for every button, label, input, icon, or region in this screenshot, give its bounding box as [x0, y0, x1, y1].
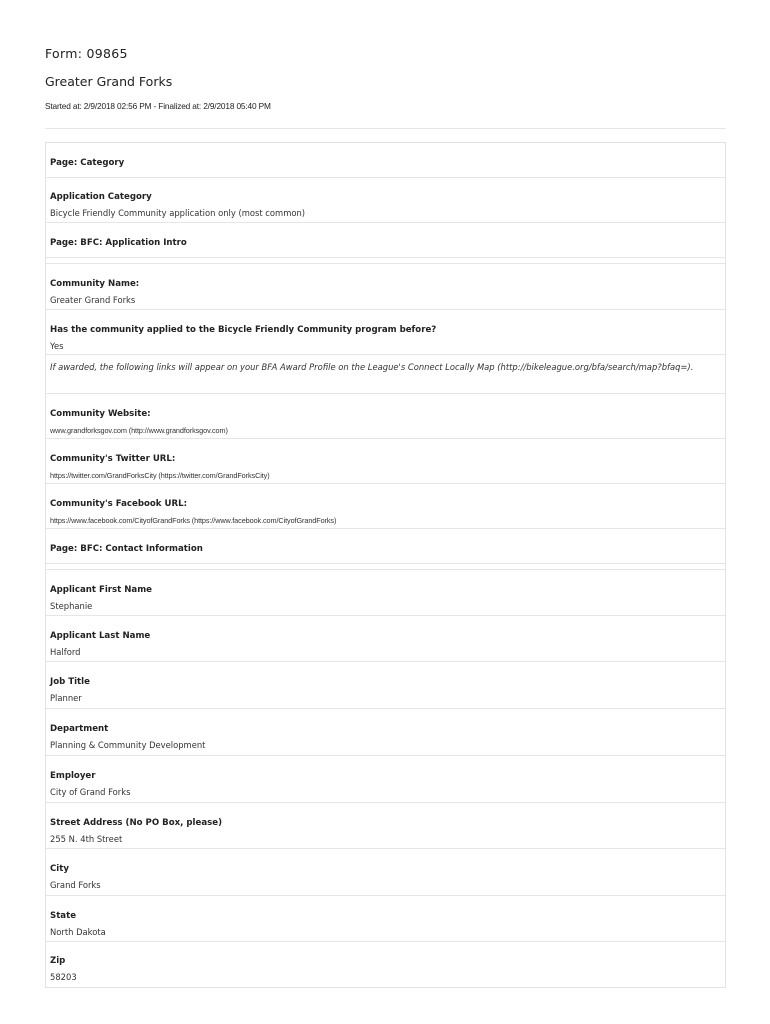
field-value: Planner: [50, 693, 82, 703]
field-label: State: [50, 911, 77, 921]
submission-dates: Started at: 2/9/2018 02:56 PM - Finalized at: 2/9/2018 05:40 PM: [45, 101, 271, 111]
header-divider: [45, 128, 726, 129]
field-application-category: [46, 178, 725, 223]
field-value: North Dakota: [50, 927, 106, 937]
field-value: Bicycle Friendly Community application only (most common): [50, 208, 306, 218]
field-value: City of Grand Forks: [50, 787, 131, 797]
award-note: If awarded, the following links will appear on your BFA Award Profile on the League's Connect Locally Map (http://bikeleague.org/bfa/search/map?bfaq=).: [50, 362, 694, 372]
field-value: Stephanie: [50, 601, 93, 611]
field-label: Community Name:: [50, 279, 140, 289]
field-value: Greater Grand Forks: [50, 295, 136, 305]
field-label: Street Address (No PO Box, please): [50, 818, 222, 828]
field-label: Zip: [50, 956, 66, 966]
field-community-name: [46, 264, 725, 310]
field-label: Applicant First Name: [50, 585, 153, 595]
field-value: www.grandforksgov.com (http://www.grandforksgov.com): [50, 426, 228, 435]
field-zip: [46, 942, 725, 987]
field-applied-before: [46, 310, 725, 355]
field-street-address: [46, 803, 725, 849]
community-title: Greater Grand Forks: [45, 74, 173, 89]
section-title: Page: BFC: Contact Information: [50, 544, 203, 554]
section-header-intro: [46, 223, 725, 258]
field-label: Community's Facebook URL:: [50, 499, 188, 509]
field-twitter: [46, 439, 725, 484]
field-value: https://twitter.com/GrandForksCity (https://twitter.com/GrandForksCity): [50, 471, 270, 480]
award-note-row: [46, 355, 725, 394]
field-label: Application Category: [50, 192, 152, 202]
field-job-title: [46, 662, 725, 709]
field-department: [46, 709, 725, 756]
section-title: Page: Category: [50, 158, 125, 168]
field-city: [46, 849, 725, 896]
section-header-category: [46, 143, 725, 178]
form-card: [45, 142, 726, 988]
field-label: Department: [50, 724, 109, 734]
field-value: Halford: [50, 647, 81, 657]
form-id: Form: 09865: [45, 46, 128, 61]
field-value: Yes: [50, 341, 64, 351]
field-value: Planning & Community Development: [50, 740, 206, 750]
field-value: 58203: [50, 972, 77, 982]
field-label: Has the community applied to the Bicycle Friendly Community program before?: [50, 325, 437, 335]
section-header-contact: [46, 529, 725, 564]
field-label: Applicant Last Name: [50, 631, 151, 641]
field-first-name: [46, 570, 725, 616]
field-value: Grand Forks: [50, 880, 101, 890]
field-state: [46, 896, 725, 942]
field-last-name: [46, 616, 725, 662]
field-label: Community's Twitter URL:: [50, 454, 176, 464]
field-label: Community Website:: [50, 409, 151, 419]
field-value: https://www.facebook.com/CityofGrandForks (https://www.facebook.com/CityofGrandForks): [50, 516, 337, 525]
field-facebook: [46, 484, 725, 529]
field-value: 255 N. 4th Street: [50, 834, 123, 844]
field-label: Job Title: [50, 677, 90, 687]
field-employer: [46, 756, 725, 803]
field-label: City: [50, 864, 69, 874]
field-label: Employer: [50, 771, 96, 781]
section-title: Page: BFC: Application Intro: [50, 238, 187, 248]
field-website: [46, 394, 725, 439]
